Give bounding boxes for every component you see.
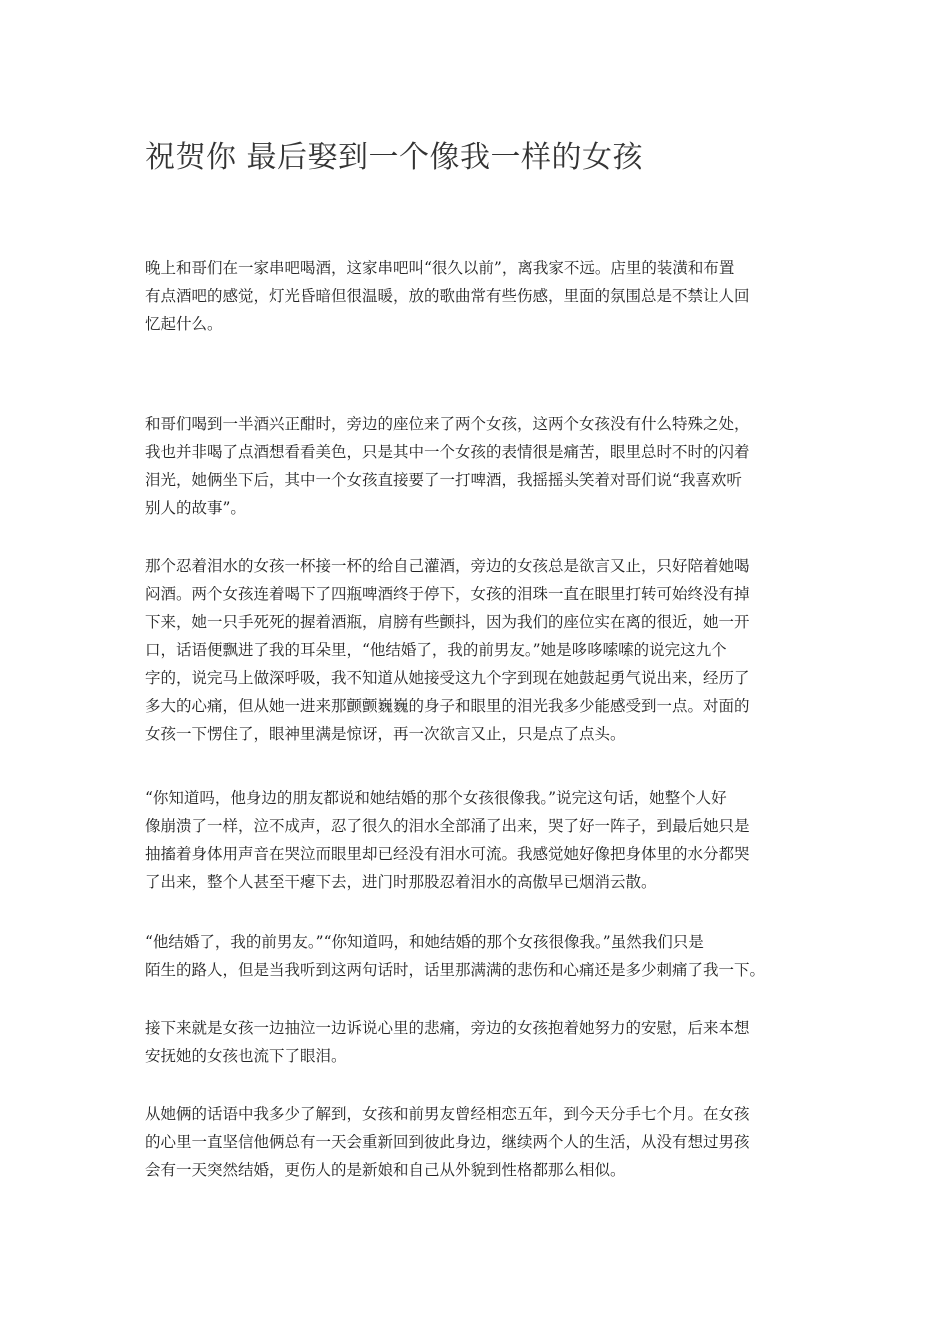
paragraph-line: 抽搐着身体用声音在哭泣而眼里却已经没有泪水可流。我感觉她好像把身体里的水分都哭 (145, 845, 750, 863)
paragraph-line: 泪光，她俩坐下后，其中一个女孩直接要了一打啤酒，我摇摇头笑着对哥们说“我喜欢听 (145, 471, 742, 489)
paragraph-line: 的心里一直坚信他俩总有一天会重新回到彼此身边，继续两个人的生活，从没有想过男孩 (145, 1133, 750, 1151)
paragraph-line: 闷酒。两个女孩连着喝下了四瓶啤酒终于停下，女孩的泪珠一直在眼里打转可始终没有掉 (145, 585, 750, 603)
paragraph-line: 会有一天突然结婚，更伤人的是新娘和自己从外貌到性格都那么相似。 (145, 1161, 626, 1179)
paragraph-line: 别人的故事”。 (145, 499, 246, 517)
paragraph-line: “他结婚了，我的前男友。”“你知道吗，和她结婚的那个女孩很像我。”虽然我们只是 (145, 933, 704, 951)
paragraph-line: 了出来，整个人甚至干瘪下去，进门时那股忍着泪水的高傲早已烟消云散。 (145, 873, 657, 891)
paragraph-3 (145, 552, 810, 748)
document-title: 祝贺你 最后娶到一个像我一样的女孩 (145, 140, 644, 175)
paragraph-line: 那个忍着泪水的女孩一杯接一杯的给自己灌酒，旁边的女孩总是欲言又止，只好陪着她喝 (145, 557, 750, 575)
paragraph-line: 有点酒吧的感觉，灯光昏暗但很温暖，放的歌曲常有些伤感，里面的氛围总是不禁让人回 (145, 287, 750, 305)
paragraph-line: 忆起什么。 (145, 315, 223, 333)
paragraph-4 (145, 784, 810, 896)
paragraph-line: 安抚她的女孩也流下了眼泪。 (145, 1047, 347, 1065)
paragraph-line: 从她俩的话语中我多少了解到，女孩和前男友曾经相恋五年，到今天分手七个月。在女孩 (145, 1105, 750, 1123)
paragraph-line: 女孩一下愣住了，眼神里满是惊讶，再一次欲言又止，只是点了点头。 (145, 725, 626, 743)
paragraph-2 (145, 410, 810, 522)
paragraph-5 (145, 928, 810, 984)
paragraph-line: 我也并非喝了点酒想看看美色，只是其中一个女孩的表情很是痛苦，眼里总时不时的闪着 (145, 443, 750, 461)
paragraph-line: 多大的心痛，但从她一进来那颤颤巍巍的身子和眼里的泪光我多少能感受到一点。对面的 (145, 697, 750, 715)
paragraph-line: 下来，她一只手死死的握着酒瓶，肩膀有些颤抖，因为我们的座位实在离的很近，她一开 (145, 613, 750, 631)
paragraph-line: 字的，说完马上做深呼吸，我不知道从她接受这九个字到现在她鼓起勇气说出来，经历了 (145, 669, 750, 687)
paragraph-line: 像崩溃了一样，泣不成声，忍了很久的泪水全部涌了出来，哭了好一阵子，到最后她只是 (145, 817, 750, 835)
paragraph-line: 和哥们喝到一半酒兴正酣时，旁边的座位来了两个女孩，这两个女孩没有什么特殊之处， (145, 415, 750, 433)
paragraph-line: 陌生的路人，但是当我听到这两句话时，话里那满满的悲伤和心痛还是多少刺痛了我一下。 (145, 961, 766, 979)
paragraph-line: 口，话语便飘进了我的耳朵里，“他结婚了，我的前男友。”她是哆哆嗦嗦的说完这九个 (145, 641, 727, 659)
paragraph-6 (145, 1014, 810, 1070)
paragraph-1 (145, 254, 810, 338)
paragraph-line: “你知道吗，他身边的朋友都说和她结婚的那个女孩很像我。”说完这句话，她整个人好 (145, 789, 727, 807)
paragraph-line: 晚上和哥们在一家串吧喝酒，这家串吧叫“很久以前”，离我家不远。店里的装潢和布置 (145, 259, 735, 277)
paragraph-7 (145, 1100, 810, 1184)
paragraph-line: 接下来就是女孩一边抽泣一边诉说心里的悲痛，旁边的女孩抱着她努力的安慰，后来本想 (145, 1019, 750, 1037)
